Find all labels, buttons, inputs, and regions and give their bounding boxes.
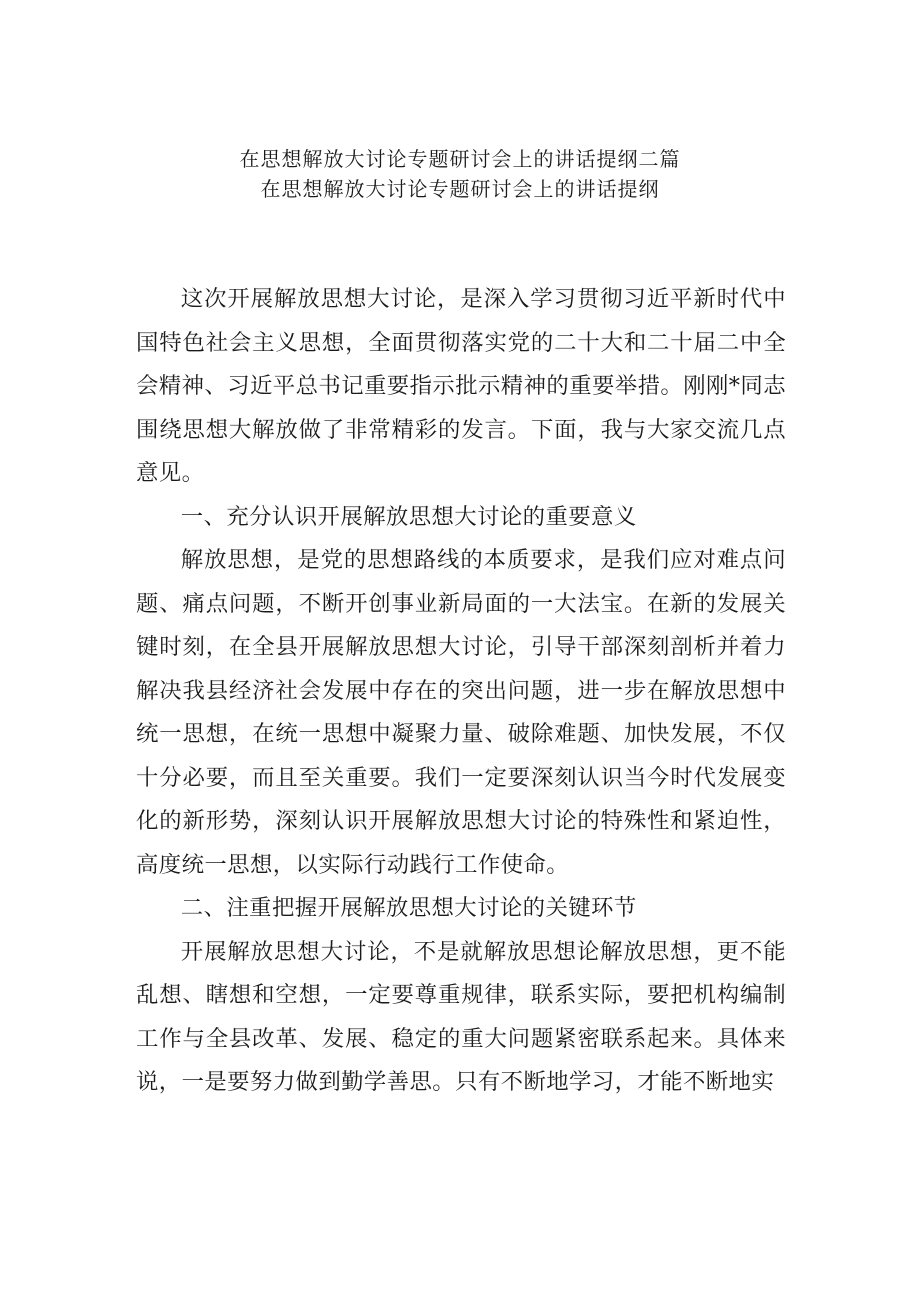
document-subtitle: 在思想解放大讨论专题研讨会上的讲话提纲 [260,177,660,201]
paragraph-section-2: 开展解放思想大讨论，不是就解放思想论解放思想，更不能乱想、瞎想和空想，一定要尊重规律，联系实际，要把机构编制工作与全县改革、发展、稳定的重大问题紧密联系起来。具体来说，一是要努力做到勤学善思。只有不断地学习，才能不断地实 [136,938,786,1095]
paragraph-intro: 这次开展解放思想大讨论，是深入学习贯彻习近平新时代中国特色社会主义思想，全面贯彻落实党的二十大和二十届二中全会精神、习近平总书记重要指示批示精神的重要举措。刚刚*同志围绕思想大解放做了非常精彩的发言。下面，我与大家交流几点意见。 [136,286,786,486]
section-heading-2: 二、注重把握开展解放思想大讨论的关键环节 [180,895,637,921]
document-title: 在思想解放大讨论专题研讨会上的讲话提纲二篇 [239,147,681,171]
title-block [0,144,920,204]
paragraph-section-1: 解放思想，是党的思想路线的本质要求，是我们应对难点问题、痛点问题，不断开创事业新局面的一大法宝。在新的发展关键时刻，在全县开展解放思想大讨论，引导干部深刻剖析并着力解决我县经济社会发展中存在的突出问题，进一步在解放思想中统一思想，在统一思想中凝聚力量、破除难题、加快发展，不仅十分必要，而且至关重要。我们一定要深刻认识当今时代发展变化的新形势，深刻认识开展解放思想大讨论的特殊性和紧迫性，高度统一思想，以实际行动践行工作使命。 [136,547,786,878]
section-heading-1: 一、充分认识开展解放思想大讨论的重要意义 [180,503,637,530]
body-text [136,278,786,1105]
